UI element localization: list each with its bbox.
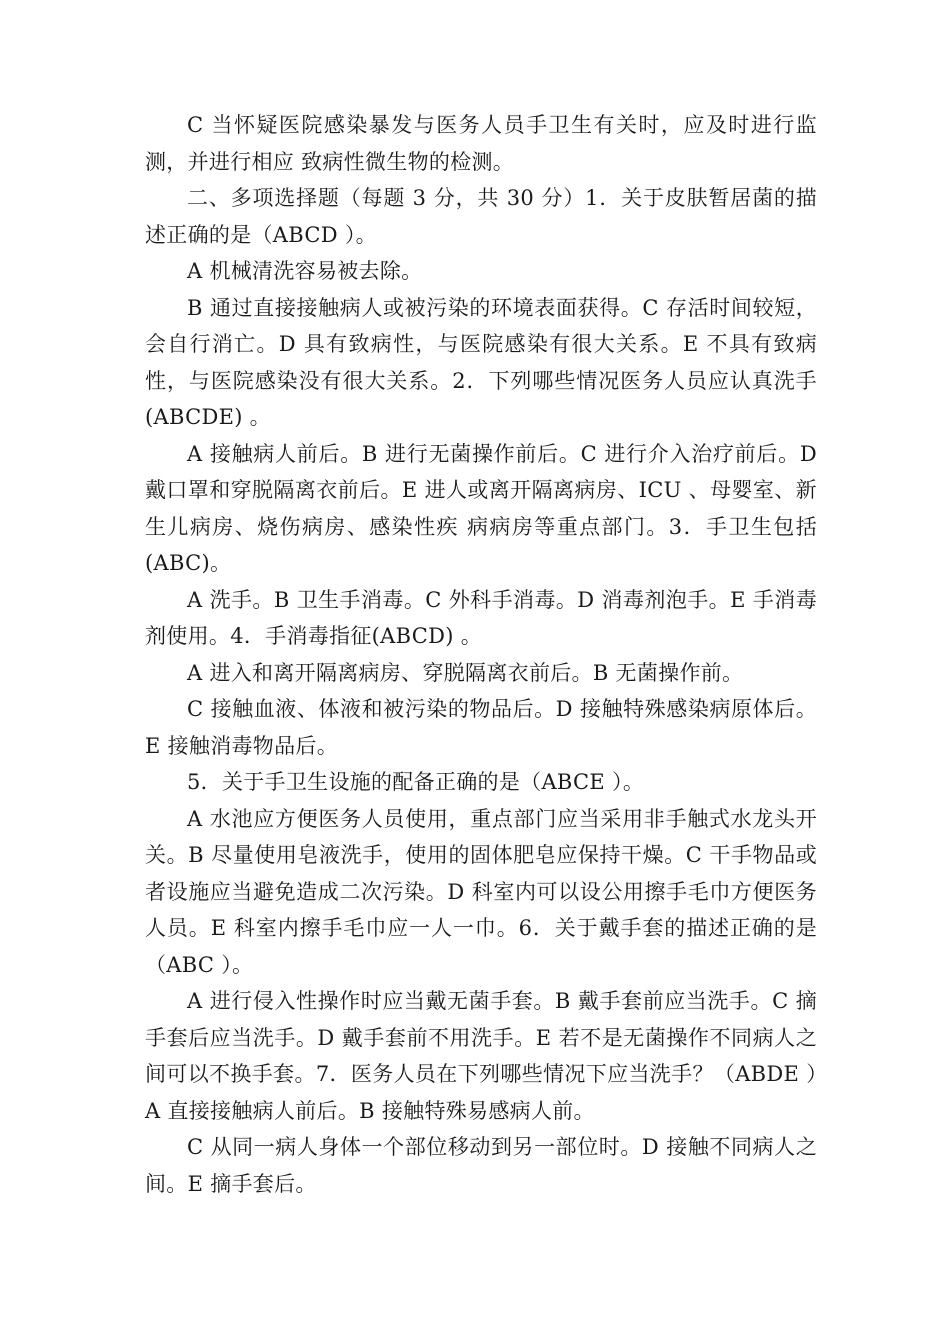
paragraph-8: C 接触血液、体液和被污染的物品后。D 接触特殊感染病原体后。E 接触消毒物品后。 [145,697,817,758]
paragraph-12: C 从同一病人身体一个部位移动到另一部位时。D 接触不同病人之间。E 摘手套后。 [145,1135,817,1196]
paragraph-3: A 机械清洗容易被去除。 [187,259,423,283]
paragraph-10: A 水池应方便医务人员使用，重点部门应当采用非手触式水龙头开关。B 尽量使用皂液洗手，使用的固体肥皂应保持干燥。C 干手物品或者设施应当避免造成二次污染。D 科室内可以设公用擦手毛巾方便医务人员。E 科室内擦手毛巾应一人一巾。6．关于戴手套的描述正确的是（ABC ）。 [145,806,817,977]
paragraph-2: 二、多项选择题（每题 3 分，共 30 分）1．关于皮肤暂居菌的描述正确的是（ABCD ）。 [145,186,817,247]
paragraph-1: C 当怀疑医院感染暴发与医务人员手卫生有关时，应及时进行监测，并进行相应 致病性微生物的检测。 [145,113,817,174]
paragraph-9: 5．关于手卫生设施的配备正确的是（ABCE ）。 [187,770,645,794]
document-page [145,107,817,1202]
paragraph-7: A 进入和离开隔离病房、穿脱隔离衣前后。B 无菌操作前。 [187,660,744,685]
paragraph-4: B 通过直接接触病人或被污染的环境表面获得。C 存活时间较短，会自行消亡。D 具有致病性，与医院感染有很大关系。E 不具有致病性，与医院感染没有很大关系。2．下列哪些情况医务人员应认真洗手(ABCDE) 。 [145,295,817,429]
paragraph-6: A 洗手。B 卫生手消毒。C 外科手消毒。D 消毒剂泡手。E 手消毒剂使用。4．手消毒指征(ABCD) 。 [145,587,817,648]
paragraph-5: A 接触病人前后。B 进行无菌操作前后。C 进行介入治疗前后。D 戴口罩和穿脱隔离衣前后。E 进人或离开隔离病房、ICU 、母婴室、新生儿病房、烧伤病房、感染性疾 病病房等重点部门。3．手卫生包括(ABC)。 [145,441,817,575]
paragraph-11: A 进行侵入性操作时应当戴无菌手套。B 戴手套前应当洗手。C 摘手套后应当洗手。D 戴手套前不用洗手。E 若不是无菌操作不同病人之间可以不换手套。7．医务人员在下列哪些情况下应当洗手？（ABDE ）A 直接接触病人前后。B 接触特殊易感病人前。 [145,989,817,1123]
